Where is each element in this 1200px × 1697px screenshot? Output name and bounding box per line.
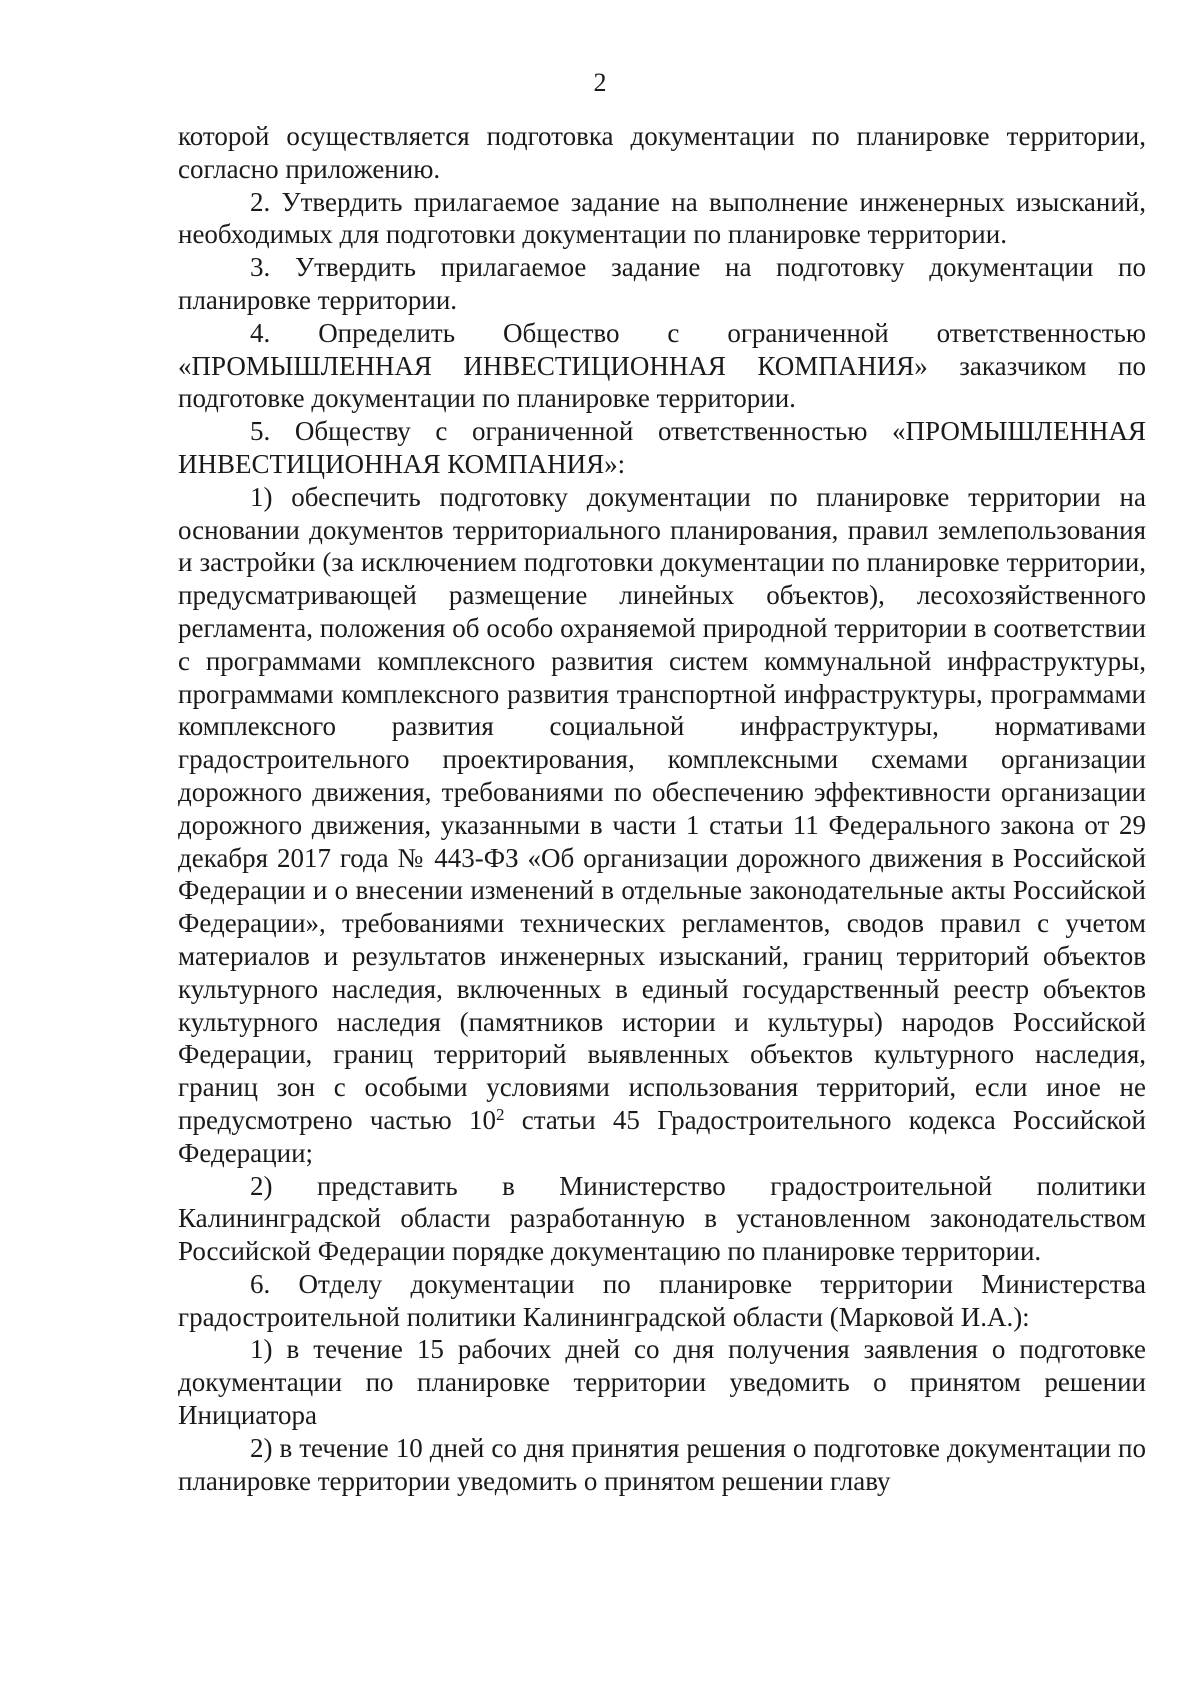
superscript-index: 2 — [495, 1104, 505, 1124]
paragraph-item-3: 3. Утвердить прилагаемое задание на подготовку документации по планировке территории. — [178, 252, 1146, 315]
paragraph-item-6: 6. Отделу документации по планировке территории Министерства градостроительной политики Калининградской области (Марковой И.А.): — [178, 1268, 1146, 1332]
paragraph-item-5-2: 2) представить в Министерство градостроительной политики Калининградской области разработанную в установленном законодательством Российской Федерации порядке документацию по планировке территории. — [178, 1170, 1146, 1267]
paragraph-item-6-1: 1) в течение 15 рабочих дней со дня получения заявления о подготовке документации по планировке территории уведомить о принятом решении Инициатора — [178, 1334, 1146, 1431]
paragraph-item-5: 5. Обществу с ограниченной ответственностью «ПРОМЫШЛЕННАЯ ИНВЕСТИЦИОННАЯ КОМПАНИЯ»: — [178, 416, 1146, 479]
document-body — [178, 120, 1146, 1497]
paragraph-item-6-2: 2) в течение 10 дней со дня принятия решения о подготовке документации по планировке территории уведомить о принятом решении главу — [178, 1432, 1146, 1496]
paragraph-item-2: 2. Утвердить прилагаемое задание на выполнение инженерных изысканий, необходимых для подготовки документации по планировке территории. — [178, 186, 1146, 250]
paragraph-item-4: 4. Определить Общество с ограниченной ответственностью «ПРОМЫШЛЕННАЯ ИНВЕСТИЦИОННАЯ КОМПАНИЯ» заказчиком по подготовке документации по планировке территории. — [178, 317, 1146, 414]
page-number: 2 — [593, 68, 607, 97]
paragraph-item-5-1 — [178, 481, 1146, 1170]
paragraph-continuation: которой осуществляется подготовка документации по планировке территории, согласно приложению. — [178, 121, 1146, 184]
paragraph-item-5-1-tail: статьи 45 Градостроительного кодекса Российской Федерации; — [178, 1104, 1146, 1168]
paragraph-item-5-1-text: 1) обеспечить подготовку документации по планировке территории на основании документов территориального планирования, правил землепользования и застройки (за исключением подготовки документации по планировке территории, предусматривающей размещение линейных объектов), лесохозяйственного регламента, положения об особо охраняемой природной территории в соответствии с программами комплексного развития систем коммунальной инфраструктуры, программами комплексного развития транспортной инфраструктуры, программами комплексного развития социальной инфраструктуры, нормативами градостроительного проектирования, комплексными схемами организации дорожного движения, требованиями по обеспечению эффективности организации дорожного движения, указанными в части 1 статьи 11 Федерального закона от 29 декабря 2017 года № 443-ФЗ «Об организации дорожного движения в Российской Федерации и о внесении изменений в отдельные законодательные акты Российской Федерации», требованиями технических регламентов, сводов правил с учетом материалов и результатов инженерных изысканий, границ территорий объектов культурного наследия, включенных в единый государственный реестр объектов культурного наследия (памятников истории и культуры) народов Российской Федерации, границ территорий выявленных объектов культурного наследия, границ зон с особыми условиями использования территорий, если иное не предусмотрено частью 10 — [178, 481, 1146, 1135]
